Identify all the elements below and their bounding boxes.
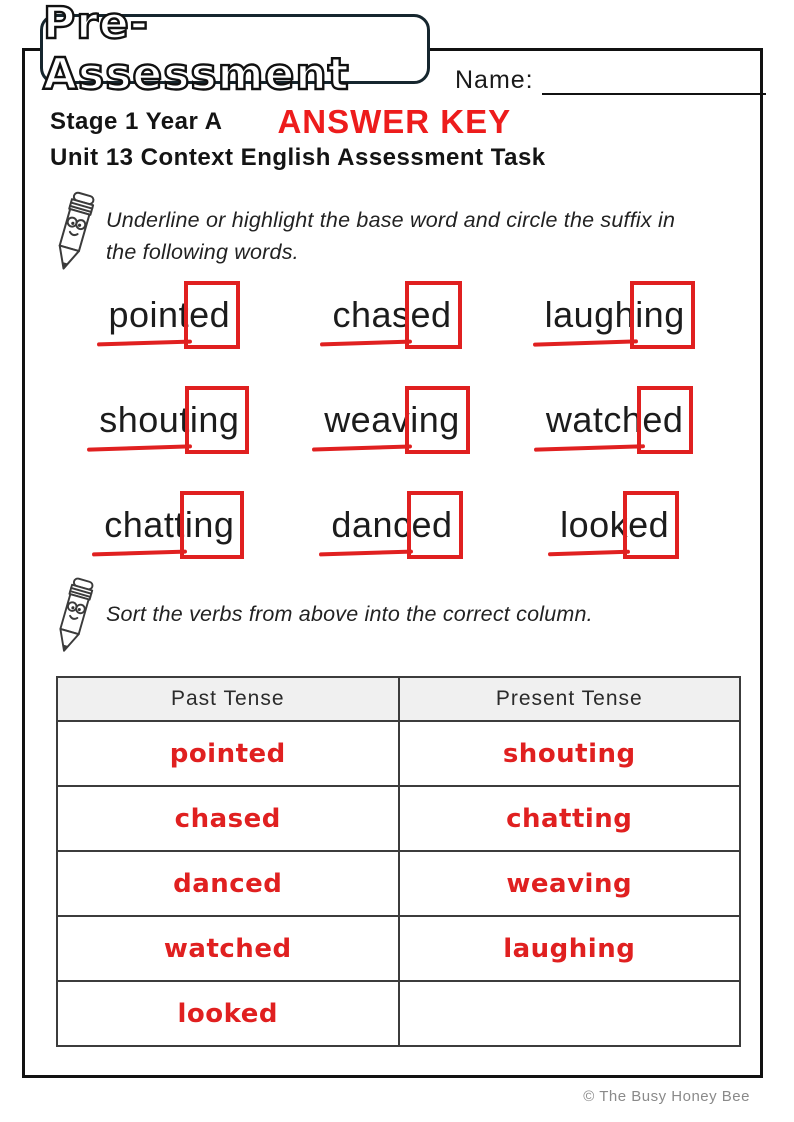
words-grid [58, 286, 726, 554]
task1-instruction-text: Underline or highlight the base word and circle the suffix in the following words. [106, 208, 676, 265]
table-body [57, 721, 740, 1046]
word-item [503, 391, 726, 449]
stage-heading-row [50, 103, 511, 141]
word-with-marks [109, 294, 231, 336]
base-word-underlined: look [560, 504, 629, 545]
name-field [455, 66, 766, 95]
word-with-marks [560, 504, 669, 546]
word-with-marks [104, 504, 234, 546]
past-tense-answer: pointed [57, 721, 399, 786]
task2-instruction-text: Sort the verbs from above into the correct column. [106, 602, 593, 626]
word-item [58, 391, 281, 449]
suffix-circled: ing [184, 504, 235, 545]
answer-key-label: ANSWER KEY [277, 103, 512, 140]
table-row [57, 786, 740, 851]
word-with-marks [324, 399, 460, 441]
task1-instruction-row [48, 190, 708, 279]
table-row [57, 916, 740, 981]
base-word-underlined: chatt [104, 504, 185, 545]
suffix-circled: ed [628, 504, 670, 545]
present-tense-answer: chatting [399, 786, 741, 851]
suffix-circled: ed [189, 294, 231, 335]
word-item [281, 286, 504, 344]
base-word-underlined: weav [324, 399, 411, 440]
pencil-icon [48, 576, 100, 661]
table-row [57, 851, 740, 916]
word-item [58, 496, 281, 554]
word-item [58, 286, 281, 344]
present-tense-answer: weaving [399, 851, 741, 916]
past-tense-answer: looked [57, 981, 399, 1046]
word-item [281, 391, 504, 449]
past-tense-answer: watched [57, 916, 399, 981]
present-tense-answer [399, 981, 741, 1046]
suffix-circled: ed [410, 294, 452, 335]
tense-sort-table [56, 676, 741, 1047]
suffix-circled: ing [189, 399, 240, 440]
table-row [57, 981, 740, 1046]
present-tense-answer: shouting [399, 721, 741, 786]
suffix-circled: ing [410, 399, 460, 440]
unit-title: Unit 13 Context English Assessment Task [50, 144, 546, 171]
present-tense-header: Present Tense [399, 677, 741, 721]
word-with-marks [332, 294, 451, 336]
base-word-underlined: watch [545, 399, 643, 440]
stage-year-label: Stage 1 Year A [50, 108, 223, 135]
banner-title: Pre-Assessment [43, 0, 350, 100]
past-tense-header: Past Tense [57, 677, 399, 721]
word-item [503, 286, 726, 344]
suffix-circled: ed [642, 399, 684, 440]
table-header-row [57, 677, 740, 721]
base-word-underlined: shout [99, 399, 190, 440]
present-tense-answer: laughing [399, 916, 741, 981]
suffix-circled: ed [411, 504, 453, 545]
name-label: Name: [455, 66, 534, 94]
pre-assessment-banner [40, 0, 430, 100]
word-item [281, 496, 504, 554]
table-row [57, 721, 740, 786]
pencil-icon [48, 190, 100, 279]
word-with-marks [99, 399, 239, 441]
task2-instruction-row [48, 576, 688, 661]
copyright-footer: © The Busy Honey Bee [583, 1088, 750, 1105]
past-tense-answer: danced [57, 851, 399, 916]
base-word-underlined: chas [332, 294, 411, 335]
suffix-circled: ing [635, 294, 685, 335]
word-with-marks [546, 399, 684, 441]
base-word-underlined: point [108, 294, 190, 335]
base-word-underlined: danc [331, 504, 412, 545]
word-item [503, 496, 726, 554]
past-tense-answer: chased [57, 786, 399, 851]
word-with-marks [331, 504, 452, 546]
base-word-underlined: laugh [544, 294, 636, 335]
name-blank-line [542, 69, 766, 95]
word-with-marks [545, 294, 685, 336]
